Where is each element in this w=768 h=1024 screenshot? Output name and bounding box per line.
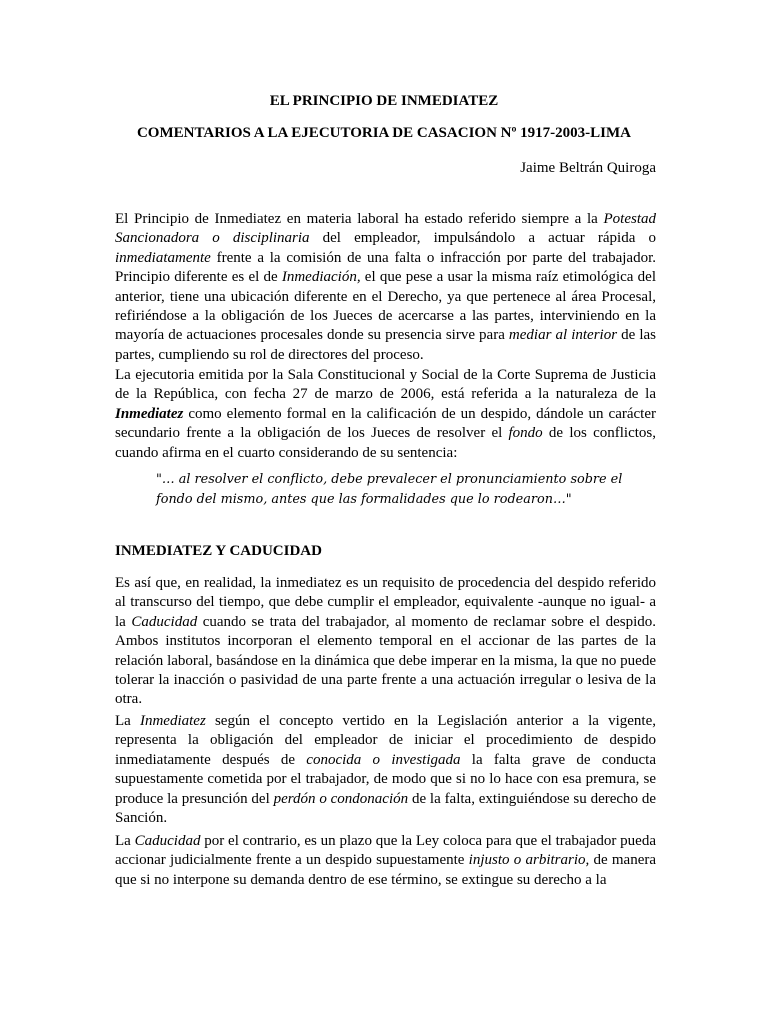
paragraph-3 xyxy=(115,574,656,710)
text-run: de la falta, extinguiéndose su derecho de Sanción. xyxy=(115,790,657,827)
emphasis-run: Caducidad xyxy=(131,613,198,630)
text-run: cuando se trata del trabajador, al momento de reclamar sobre el despido. Ambos institutos incorporan el elemento temporal en el accionar de las partes de la relación laboral, basándose en la dinámica que debe imperar en la misma, la que no puede tolerar la inacción o pasividad de una parte frente a una actuación irregular o lesiva de la otra. xyxy=(115,613,657,708)
emphasis-run: Caducidad xyxy=(134,833,201,849)
emphasis-run: Inmediación, xyxy=(281,269,361,286)
text-run: de los conflictos, cuando afirma en el cuarto considerando de su sentencia: xyxy=(115,425,656,461)
section-heading: INMEDIATEZ Y CADUCIDAD xyxy=(115,543,322,559)
text-run: frente a la comisión de una falta o infracción por parte del trabajador. Principio diferente es el de xyxy=(115,249,656,286)
text-run: de las partes, cumpliendo su rol de directores del proceso. xyxy=(115,327,657,363)
emphasis-run: Potestad Sancionadora o disciplinaria xyxy=(115,211,656,247)
text-run: por el contrario, es un plazo que la Ley coloca para que el trabajador pueda accionar judicialmente frente a un despido supuestamente xyxy=(115,833,656,869)
text-run: El Principio de Inmediatez en materia laboral ha estado referido siempre a la xyxy=(115,211,604,227)
document-subtitle: COMENTARIOS A LA EJECUTORIA DE CASACION Nº 1917-2003-LIMA xyxy=(136,125,632,141)
strong-emphasis-run: Inmediatez xyxy=(115,405,184,422)
emphasis-run: fondo xyxy=(508,425,543,442)
text-run: la falta grave de conducta supuestamente cometida por el trabajador, de modo que si no lo hace con esa premura, se produce la presunción del xyxy=(115,751,656,807)
paragraph-5 xyxy=(115,832,656,890)
paragraph-1 xyxy=(115,210,656,365)
paragraph-2 xyxy=(115,366,656,463)
emphasis-run: conocida o investigada xyxy=(306,751,461,768)
text-run: La xyxy=(115,833,135,849)
text-run: Es así que, en realidad, la inmediatez es un requisito de procedencia del despido referido al transcurso del tiempo, que debe cumplir el empleador, equivalente -aunque no igual- a la xyxy=(115,575,656,630)
text-run: La ejecutoria emitida por la Sala Constitucional y Social de la Corte Suprema de Justicia de la República, con fecha 27 de marzo de 2006, está referida a la naturaleza de la xyxy=(115,367,656,403)
emphasis-run: injusto o arbitrario, xyxy=(468,852,590,869)
author-name: Jaime Beltrán Quiroga xyxy=(520,160,656,176)
text-run: según el concepto vertido en la Legislación anterior a la vigente, representa la obligación del empleador de iniciar el procedimiento de despido inmediatamente después de xyxy=(115,713,656,768)
emphasis-run: inmediatamente xyxy=(115,249,211,266)
emphasis-run: Inmediatez xyxy=(139,713,206,729)
emphasis-run: perdón o condonación xyxy=(273,790,409,807)
text-run: del empleador, impulsándolo a actuar rápida o xyxy=(309,230,656,247)
text-run: La xyxy=(115,713,140,729)
document-title: EL PRINCIPIO DE INMEDIATEZ xyxy=(269,93,499,109)
text-run: como elemento formal en la calificación de un despido, dándole un carácter secundario frente a la obligación de los Jueces de resolver el xyxy=(115,405,656,442)
block-quote: "… al resolver el conflicto, debe prevalecer el pronunciamiento sobre el fondo del mismo, antes que las formalidades que lo rodearon…" xyxy=(156,472,623,507)
text-run: de manera que si no interpone su demanda dentro de ese término, se extingue su derecho a la xyxy=(115,852,657,888)
text-run: el que pese a usar la misma raíz etimológica del anterior, tiene una ubicación diferente en el Derecho, ya que pertenece al área Procesal, refiriéndose a la obligación de los Jueces de acercarse a las partes, interviniendo en la mayoría de actuaciones procesales donde su presencia sirve para xyxy=(115,269,656,344)
paragraph-4 xyxy=(115,712,656,828)
emphasis-run: mediar al interior xyxy=(508,327,618,344)
